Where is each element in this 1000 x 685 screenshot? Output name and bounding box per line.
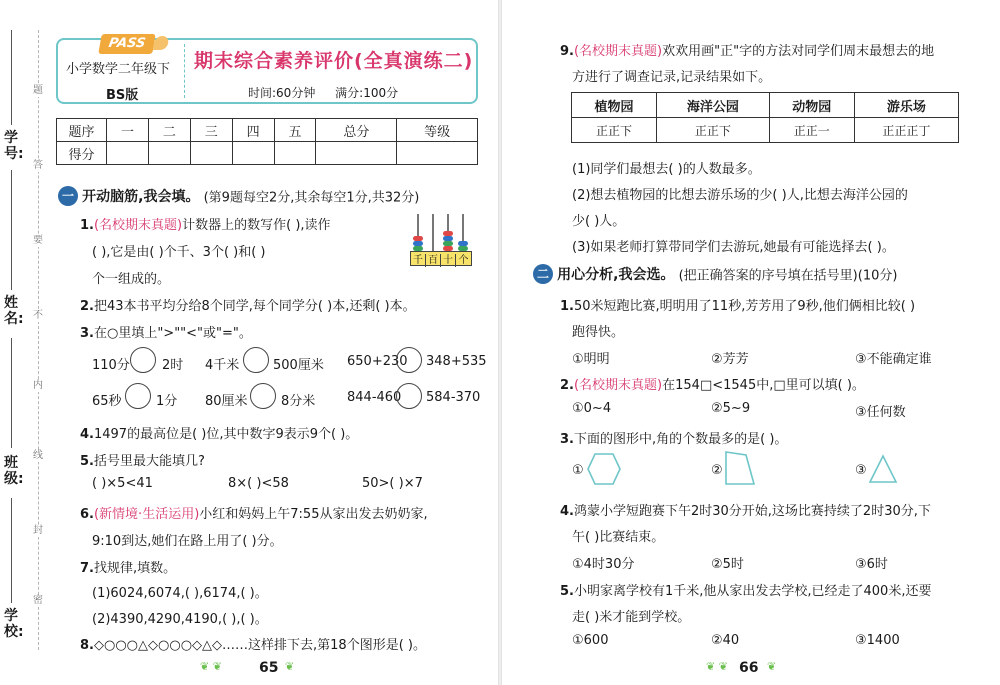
page-number: 66 bbox=[739, 660, 759, 676]
q9-sub-3: (3)如果老师打算带同学们去游玩,她最有可能选择去( )。 bbox=[572, 240, 895, 255]
question-8: 8.◇○○○△◇○○○◇△◇……这样排下去,第18个图形是( )。 bbox=[80, 638, 426, 653]
option[interactable]: ①明明 bbox=[572, 352, 610, 367]
section-1-heading: 一 开动脑筋,我会填。 (第9题每空2分,其余每空1分,共32分) bbox=[58, 186, 419, 206]
student-id-label: 学号: bbox=[4, 130, 24, 162]
option[interactable]: ①4时30分 bbox=[572, 557, 635, 572]
right-page: 9.(名校期末真题)欢欢用画"正"字的方法对同学们周末最想去的地 方进行了调查记录,记录结果如下。 植物园 海洋公园 动物园 游乐场 正正下 正正下 正正一 正正正丁 (1)同学们最想去( )的人数最多。 (2)想去植物园的比想去游乐场的少( )人,比想去海洋公园的 少( )人。 (3)如果老师打算带同学们去游玩,她最有可能选择去( )。 二 用心分析,我会选。 (把正确答案的序号填在括号里)(10分) 1.50米短跑比赛,明明用了11秒,芳芳用了9秒,他们俩相比较( ) 跑得快。 ①明明 ②芳芳 ③不能确定谁 2.(名校期末真题)在154□<1545中,□里可以填( )。 ①0~4 ②5~9 ③任何数 3.下面的图形中,角的个数最多的是( )。 ① ② ③ 4.鸿蒙小学短跑赛下午2时30分开始,这场比赛持续了2时30分,下 午( )比赛结束。 ①4时30分 ②5时 ③6时 5.小明家离学校有1千米,他从家出发去学校,已经走了400米,还要 走( )米才能到学校。 ①600 ②40 ③1400 ❦ ❦ 66 ❦ bbox=[0, 0, 1000, 685]
choice-question-1: 1.50米短跑比赛,明明用了11秒,芳芳用了9秒,他们俩相比较( ) bbox=[560, 299, 916, 314]
sprout-icon: ❦ ❦ bbox=[706, 660, 728, 673]
question-5: 5.括号里最大能填几? bbox=[80, 454, 205, 469]
table-row: 正正下 正正下 正正一 正正正丁 bbox=[572, 118, 959, 143]
sprout-icon: ❦ bbox=[767, 660, 777, 673]
option[interactable]: ① bbox=[572, 463, 584, 478]
option[interactable]: ③不能确定谁 bbox=[855, 352, 932, 367]
question-1: 1.(名校期末真题)计数器上的数写作( ),读作 bbox=[80, 218, 331, 233]
left-page: 学号: 姓名: 班级: 学校: 题 答 要 不 内 线 封 密 PASS 小学数学二年级下 BS版 期末综合素养评价(全真演练二) 时间:60分钟 满分:100分 题序 一 二 三 四 五 总分 等级 得分 一 开动脑筋,我会填。 (第9题每空2分,其余每空1分,共32分) 1.(名校期末真题)计数器上的数写作( ),读作 ( ),它是由( )个千、3个( )和( ) 个一组成的。 千 百 十 个 2.把43本书平均分给8个同学,每个同学分( )本,还剩( )本。 3.在○里填上">""<"或"="。 110分 2时 4千米 500厘米 650+230 348+535 65秒 1分 80厘米 8分米 844-460 584-370 4.1497的最高位是( )位,其中数字9表示9个( )。 5.括号里最大能填几? ( )×5<41 8×( )<58 50>( )×7 6.(新情境·生活运用)小红和妈妈上午7:55从家出发去奶奶家, 9:10到达,她们在路上用了( )分。 7.找规律,填数。 (1)6024,6074,( ),6174,( )。 (2)4390,4290,4190,( ),( )。 8.◇○○○△◇○○○◇△◇……这样排下去,第18个图形是( )。 ❦ ❦ 65 ❦ bbox=[0, 0, 495, 685]
table-row: 得分 bbox=[57, 142, 478, 165]
option[interactable]: ①0~4 bbox=[572, 401, 612, 416]
abacus-image: 千 百 十 个 bbox=[410, 214, 472, 266]
table-row: 题序 一 二 三 四 五 总分 等级 bbox=[57, 119, 478, 142]
grade-label: 小学数学二年级下 bbox=[66, 62, 171, 77]
version-label: BS版 bbox=[106, 88, 139, 103]
full-score: 满分:100分 bbox=[335, 86, 399, 100]
question-2: 2.把43本书平均分给8个同学,每个同学分( )本,还剩( )本。 bbox=[80, 299, 416, 314]
question-7: 7.找规律,填数。 bbox=[80, 561, 177, 576]
option[interactable]: ②5时 bbox=[711, 557, 744, 572]
option[interactable]: ③ bbox=[855, 463, 867, 478]
sprout-icon: ❦ bbox=[285, 660, 295, 673]
section-2-heading: 二 用心分析,我会选。 (把正确答案的序号填在括号里)(10分) bbox=[533, 264, 897, 284]
q9-sub-1: (1)同学们最想去( )的人数最多。 bbox=[572, 162, 761, 177]
hexagon-icon bbox=[586, 452, 622, 486]
option[interactable]: ②芳芳 bbox=[711, 352, 749, 367]
class-label: 班级: bbox=[4, 455, 24, 487]
option[interactable]: ②5~9 bbox=[711, 401, 751, 416]
name-label: 姓名: bbox=[4, 295, 24, 327]
binding-strip: 学号: 姓名: 班级: 学校: 题 答 要 不 内 线 封 密 bbox=[0, 30, 48, 650]
option[interactable]: ①600 bbox=[572, 633, 609, 648]
quadrilateral-icon bbox=[724, 450, 756, 486]
table-row: 植物园 海洋公园 动物园 游乐场 bbox=[572, 93, 959, 118]
page-number: 65 bbox=[259, 660, 279, 676]
triangle-icon bbox=[868, 454, 898, 484]
time-limit: 时间:60分钟 bbox=[248, 86, 316, 100]
option[interactable]: ② bbox=[711, 463, 723, 478]
choice-question-4: 4.鸿蒙小学短跑赛下午2时30分开始,这场比赛持续了2时30分,下 bbox=[560, 504, 931, 519]
question-6: 6.(新情境·生活运用)小红和妈妈上午7:55从家出发去奶奶家, bbox=[80, 507, 428, 522]
option[interactable]: ③1400 bbox=[855, 633, 900, 648]
option[interactable]: ③6时 bbox=[855, 557, 888, 572]
exam-title: 期末综合素养评价(全真演练二) bbox=[194, 50, 474, 72]
choice-question-5: 5.小明家离学校有1千米,他从家出发去学校,已经走了400米,还要 bbox=[560, 584, 932, 599]
option[interactable]: ②40 bbox=[711, 633, 740, 648]
choice-question-3: 3.下面的图形中,角的个数最多的是( )。 bbox=[560, 432, 788, 447]
option[interactable]: ③任何数 bbox=[855, 405, 906, 420]
q9-sub-2: (2)想去植物园的比想去游乐场的少( )人,比想去海洋公园的 bbox=[572, 188, 908, 203]
pass-logo: PASS bbox=[98, 34, 156, 54]
choice-question-2: 2.(名校期末真题)在154□<1545中,□里可以填( )。 bbox=[560, 378, 865, 393]
school-label: 学校: bbox=[4, 608, 24, 640]
question-4: 4.1497的最高位是( )位,其中数字9表示9个( )。 bbox=[80, 427, 359, 442]
sprout-icon: ❦ ❦ bbox=[200, 660, 222, 673]
question-3: 3.在○里填上">""<"或"="。 bbox=[80, 326, 252, 341]
tally-table bbox=[571, 92, 959, 143]
question-9: 9.(名校期末真题)欢欢用画"正"字的方法对同学们周末最想去的地 bbox=[560, 44, 935, 59]
